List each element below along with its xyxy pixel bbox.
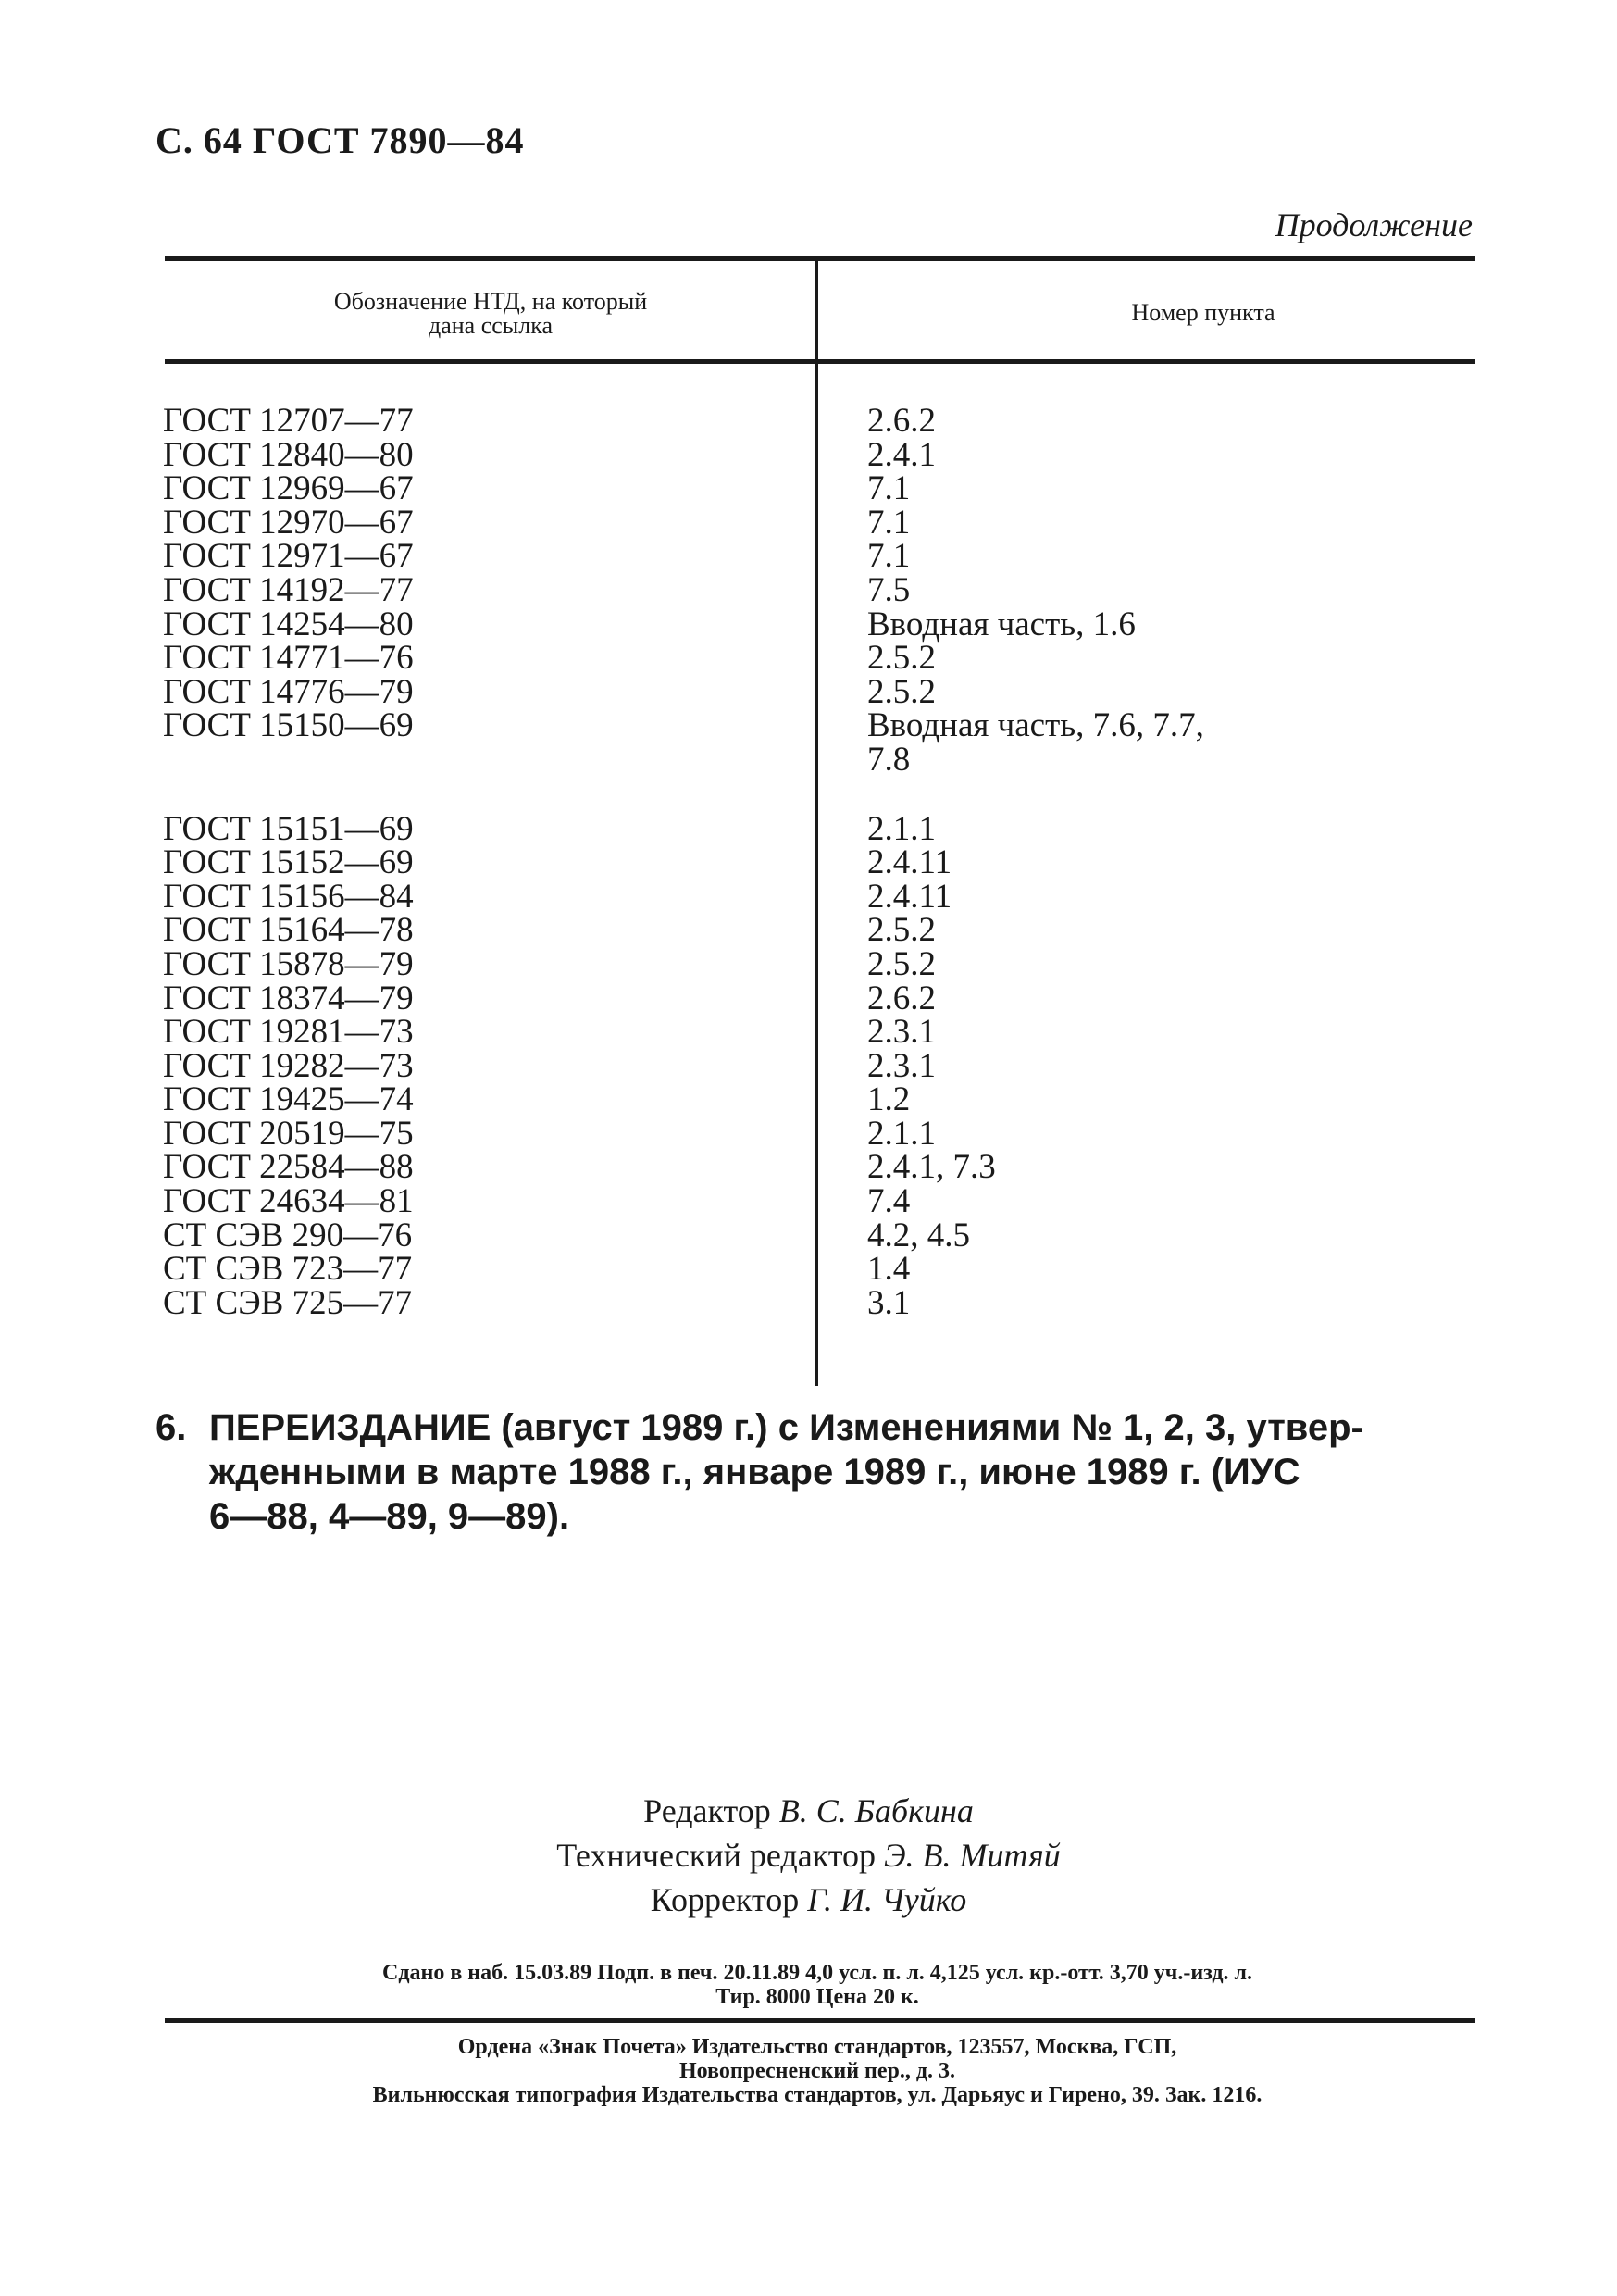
table-row xyxy=(0,1182,1617,1221)
doc-cell: ГОСТ 12970—67 xyxy=(163,503,414,542)
doc-cell: ГОСТ 24634—81 xyxy=(163,1182,414,1221)
item-cell: 2.5.2 xyxy=(867,944,936,983)
tech-editor-line xyxy=(0,1833,1617,1878)
doc-cell: ГОСТ 19425—74 xyxy=(163,1080,414,1119)
note-number: 6. xyxy=(155,1407,187,1448)
item-cell: 2.6.2 xyxy=(867,402,936,440)
table-row xyxy=(0,537,1617,576)
publisher-line2: Новопресненский пер., д. 3. xyxy=(678,2059,956,2083)
table-row xyxy=(0,503,1617,542)
imprint-line1: Сдано в наб. 15.03.89 Подп. в печ. 20.11.89 4,0 усл. п. л. 4,125 усл. кр.-отт. 3,70 уч.-изд. л. xyxy=(382,1961,1252,1985)
table-row xyxy=(0,570,1617,609)
table-row xyxy=(0,672,1617,711)
col2-header: Номер пункта xyxy=(1131,299,1275,326)
doc-cell: СТ СЭВ 723—77 xyxy=(163,1250,413,1289)
doc-cell: ГОСТ 15878—79 xyxy=(163,944,414,983)
doc-cell: ГОСТ 15156—84 xyxy=(163,877,414,916)
table-row xyxy=(0,1114,1617,1153)
table-header-rule xyxy=(165,359,1475,364)
reissue-note xyxy=(155,1405,1488,1539)
table-row xyxy=(0,1046,1617,1085)
table-row xyxy=(0,877,1617,916)
item-cell: 7.1 xyxy=(867,469,911,508)
item-cell: Вводная часть, 1.6 xyxy=(867,605,1136,643)
item-cell: 1.4 xyxy=(867,1250,911,1289)
doc-cell: ГОСТ 15151—69 xyxy=(163,809,414,848)
table-row xyxy=(0,605,1617,643)
proofreader-line xyxy=(0,1878,1617,1922)
item-cell: 7.1 xyxy=(867,503,911,542)
table-row xyxy=(0,979,1617,1017)
item-cell: 2.5.2 xyxy=(867,911,936,950)
item-cell: 2.1.1 xyxy=(867,1114,936,1153)
item-cell: 7.1 xyxy=(867,537,911,576)
item-cell: 2.1.1 xyxy=(867,809,936,848)
doc-cell: ГОСТ 18374—79 xyxy=(163,979,414,1017)
imprint xyxy=(161,1961,1474,2009)
doc-cell: ГОСТ 12840—80 xyxy=(163,435,414,474)
table-row xyxy=(0,469,1617,508)
item-cell: 2.5.2 xyxy=(867,639,936,678)
table-row xyxy=(0,639,1617,678)
item-cell: 1.2 xyxy=(867,1080,911,1119)
table-row xyxy=(0,843,1617,882)
doc-cell: ГОСТ 14771—76 xyxy=(163,639,414,678)
item-cell: 3.1 xyxy=(867,1283,911,1322)
table-row xyxy=(0,1250,1617,1289)
doc-cell: ГОСТ 12707—77 xyxy=(163,402,414,440)
doc-cell: ГОСТ 19281—73 xyxy=(163,1013,414,1052)
doc-cell: ГОСТ 12971—67 xyxy=(163,537,414,576)
table-row xyxy=(0,1013,1617,1052)
table-row xyxy=(0,402,1617,440)
item-cell: 2.5.2 xyxy=(867,672,936,711)
doc-cell: ГОСТ 15152—69 xyxy=(163,843,414,882)
table-top-rule xyxy=(165,256,1475,261)
editor-name: В. С. Бабкина xyxy=(778,1792,974,1829)
doc-cell: ГОСТ 20519—75 xyxy=(163,1114,414,1153)
doc-cell: ГОСТ 12969—67 xyxy=(163,469,414,508)
doc-cell: ГОСТ 15164—78 xyxy=(163,911,414,950)
proofreader-name: Г. И. Чуйко xyxy=(807,1881,967,1918)
table-row xyxy=(0,1283,1617,1322)
publisher-line3: Вильнюсская типография Издательства стандартов, ул. Дарьяус и Гирено, 39. Зак. 1216. xyxy=(372,2083,1263,2107)
table-row xyxy=(0,911,1617,950)
table-row xyxy=(0,1080,1617,1119)
item-cell: 2.3.1 xyxy=(867,1046,936,1085)
col1-header-line2: дана ссылка xyxy=(428,312,554,339)
item-cell: 7.5 xyxy=(867,570,911,609)
item-cell: 2.4.1 xyxy=(867,435,936,474)
tech-editor-role: Технический редактор xyxy=(556,1837,876,1874)
table-row xyxy=(0,706,1617,779)
item-cell-line2: 7.8 xyxy=(867,740,911,779)
item-cell: 7.4 xyxy=(867,1182,911,1221)
table-row xyxy=(0,435,1617,474)
table-row xyxy=(0,1216,1617,1254)
doc-cell: СТ СЭВ 725—77 xyxy=(163,1283,413,1322)
item-cell: 2.4.11 xyxy=(867,843,952,882)
col1-header-line1: Обозначение НТД, на который xyxy=(333,288,648,315)
doc-cell: ГОСТ 22584—88 xyxy=(163,1148,414,1187)
item-cell: 2.3.1 xyxy=(867,1013,936,1052)
doc-cell: ГОСТ 19282—73 xyxy=(163,1046,414,1085)
item-cell-line1: Вводная часть, 7.6, 7.7, xyxy=(867,706,1204,745)
note-line1: ПЕРЕИЗДАНИЕ (август 1989 г.) с Изменениями № 1, 2, 3, утвер- xyxy=(209,1407,1363,1448)
item-cell: 4.2, 4.5 xyxy=(867,1216,970,1254)
editor-line xyxy=(0,1789,1617,1833)
proofreader-role: Корректор xyxy=(650,1881,800,1918)
table-body xyxy=(0,402,1617,1322)
doc-cell: ГОСТ 14192—77 xyxy=(163,570,414,609)
imprint-line2: Тир. 8000 Цена 20 к. xyxy=(715,1985,919,2009)
note-line2: жденными в марте 1988 г., январе 1989 г., июне 1989 г. (ИУС xyxy=(209,1452,1300,1492)
editor-role: Редактор xyxy=(643,1792,771,1829)
col1-header xyxy=(268,290,713,338)
item-cell: 2.4.11 xyxy=(867,877,952,916)
table-row xyxy=(0,944,1617,983)
imprint-rule xyxy=(165,2018,1475,2023)
continuation-label: Продолжение xyxy=(1275,206,1473,243)
table-row xyxy=(0,1148,1617,1187)
doc-cell: ГОСТ 14254—80 xyxy=(163,605,414,643)
doc-cell: ГОСТ 14776—79 xyxy=(163,672,414,711)
item-cell: 2.6.2 xyxy=(867,979,936,1017)
item-cell xyxy=(867,706,1204,779)
doc-cell: СТ СЭВ 290—76 xyxy=(163,1216,413,1254)
note-line3: 6—88, 4—89, 9—89). xyxy=(209,1496,570,1537)
publisher-block xyxy=(161,2035,1474,2107)
publisher-line1: Ордена «Знак Почета» Издательство стандартов, 123557, Москва, ГСП, xyxy=(457,2035,1177,2059)
doc-cell: ГОСТ 15150—69 xyxy=(163,706,414,745)
table-row xyxy=(0,809,1617,848)
item-cell: 2.4.1, 7.3 xyxy=(867,1148,996,1187)
tech-editor-name: Э. В. Митяй xyxy=(883,1837,1061,1874)
page-header: С. 64 ГОСТ 7890—84 xyxy=(155,119,525,161)
